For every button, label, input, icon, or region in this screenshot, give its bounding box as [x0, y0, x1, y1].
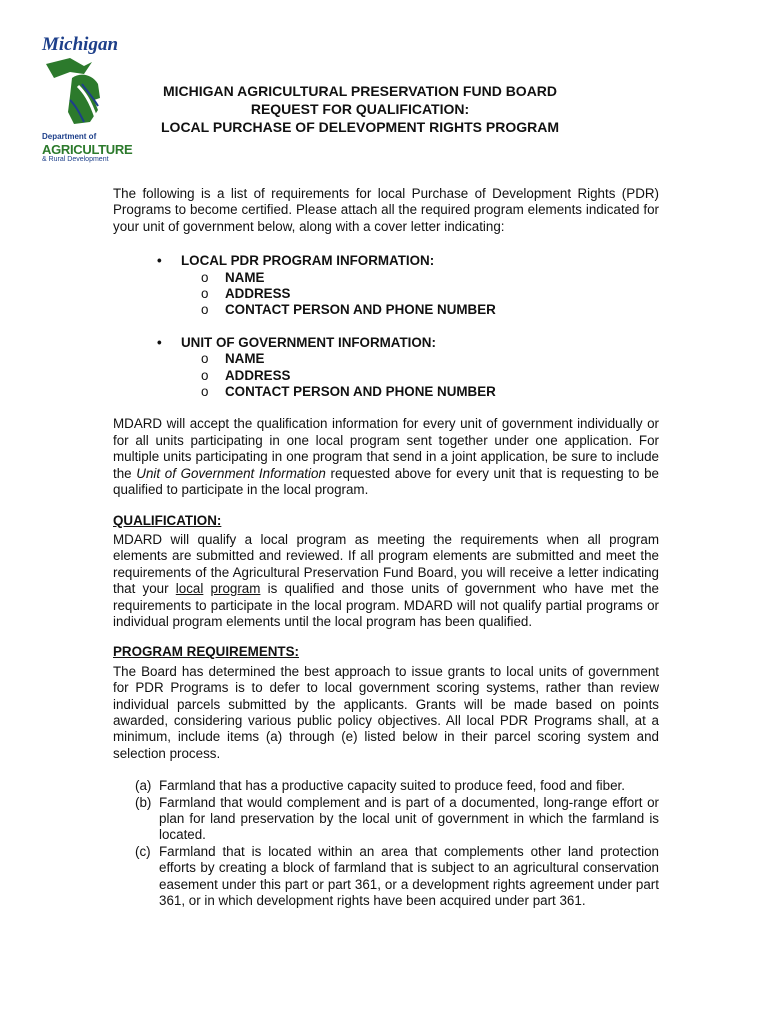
logo-rural: & Rural Development: [42, 156, 109, 163]
requirements-list: [135, 778, 659, 909]
list-item-label: (a): [135, 778, 152, 794]
list-item-text: Farmland that has a productive capacity suited to produce feed, food and fiber.: [159, 778, 625, 794]
list-item-text: Farmland that would complement and is part of a documented, long-range effort or plan for land preservation by the local unit of government in which the farmland is located.: [159, 794, 659, 843]
document-body: [113, 186, 659, 909]
requirements-heading: PROGRAM REQUIREMENTS:: [113, 644, 299, 660]
sub-item: o CONTACT PERSON AND PHONE NUMBER: [157, 384, 659, 400]
logo-department: Department of: [42, 132, 97, 141]
michigan-agriculture-logo: [36, 32, 132, 164]
logo-agriculture: AGRICULTURE: [42, 142, 133, 157]
italic-text-run: Unit of Government Information: [136, 465, 326, 481]
list-item: [135, 795, 659, 844]
sub-item: o NAME: [157, 351, 659, 367]
bullet-heading: • UNIT OF GOVERNMENT INFORMATION:: [157, 335, 659, 351]
text-run: [203, 581, 210, 596]
list-item: [135, 778, 659, 794]
title-line-2: REQUEST FOR QUALIFICATION:: [250, 101, 470, 117]
bullet-local-pdr: [157, 253, 659, 319]
michigan-map-icon: [40, 56, 130, 132]
list-item-label: (c): [135, 843, 151, 859]
requirements-paragraph: The Board has determined the best approach to issue grants to local units of government for PDR Programs is to defer to local government scoring systems, rather than review individual parcels submitted by the applicants. Grants will be made based on points awarded, considering various public policy objectives. All local PDR Programs shall, at a minimum, include items (a) through (e) listed below in their parcel scoring system and selection process.: [113, 663, 659, 761]
list-item-text: Farmland that is located within an area that complements other land protection efforts by creating a block of farmland that is subject to an agricultural conservation easement under this part or part 361, or a development rights agreement under part 361, or in which development rights have been acquired under part 361.: [159, 843, 659, 909]
document-title: [120, 82, 600, 136]
sub-item: o ADDRESS: [157, 368, 659, 384]
bullet-heading: • LOCAL PDR PROGRAM INFORMATION:: [157, 253, 659, 269]
title-line-3: LOCAL PURCHASE OF DELEVOPMENT RIGHTS PROGRAM: [161, 119, 559, 135]
sub-item: o CONTACT PERSON AND PHONE NUMBER: [157, 302, 659, 318]
qualification-heading: QUALIFICATION:: [113, 512, 222, 528]
text-run: requested above for every unit that is requesting to be qualified to participate in the local program.: [113, 465, 660, 498]
title-line-1: MICHIGAN AGRICULTURAL PRESERVATION FUND BOARD: [162, 83, 558, 99]
bullet-unit-government: [157, 335, 659, 401]
list-item-label: (b): [135, 794, 152, 810]
mdard-paragraph: [113, 416, 659, 498]
text-run: MDARD will accept the qualification information for every unit of government individually or for all units participating in one local program sent together under one application. For multiple units participating in one program that send in a joint application, be sure to include the: [113, 416, 659, 481]
text-run: is qualified and those units of government who have met the requirements to participate in the local program. MDARD will not qualify partial programs or individual program elements until the local program has been qualified.: [113, 581, 659, 629]
text-run: MDARD will qualify a local program as meeting the requirements when all program elements are submitted and reviewed. If all program elements are submitted and meet the requirements of the Agricultural Preservation Fund Board, you will receive a letter indicating that your: [113, 531, 659, 597]
list-item: [135, 844, 659, 910]
sub-item: o ADDRESS: [157, 286, 659, 302]
sub-item: o NAME: [157, 270, 659, 286]
intro-paragraph: The following is a list of requirements for local Purchase of Development Rights (PDR) Programs to become certified. Please attach all the required program elements indicated for your unit of government below, along with a cover letter indicating:: [113, 186, 659, 234]
underlined-text-run: local: [175, 581, 204, 597]
qualification-paragraph: [113, 532, 659, 630]
logo-wordmark: Michigan: [42, 34, 119, 55]
underlined-text-run: program: [210, 581, 261, 597]
